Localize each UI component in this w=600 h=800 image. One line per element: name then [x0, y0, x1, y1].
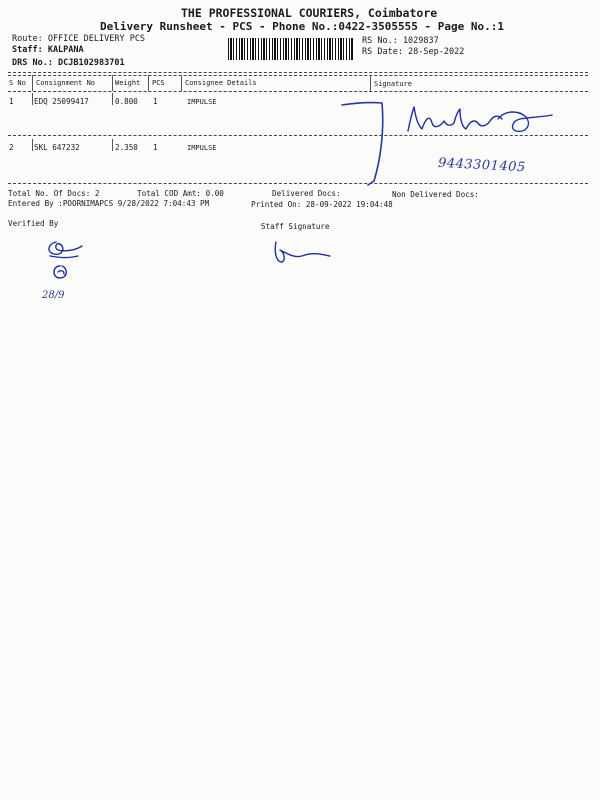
recipient-signature [330, 95, 560, 190]
row1-sep-b [112, 93, 113, 105]
row1-pcs: 1 [153, 97, 158, 106]
col-weight: Weight [115, 79, 141, 87]
row2-sep-b [112, 139, 113, 151]
rs-date: RS Date: 28-Sep-2022 [362, 47, 465, 57]
row1-weight: 0.800 [115, 97, 138, 106]
printed-on: Printed On: 28-09-2022 19:04:48 [251, 200, 393, 209]
company-title: THE PROFESSIONAL COURIERS, Coimbatore [181, 6, 438, 20]
staff-signature [268, 234, 338, 270]
staff-signature-label: Staff Signature [261, 222, 330, 231]
header-divider-bottom [8, 91, 588, 92]
barcode [228, 38, 354, 60]
verified-by-label: Verified By [8, 219, 59, 228]
row2-pcs: 1 [153, 143, 158, 152]
total-docs: Total No. Of Docs: 2 [8, 189, 100, 198]
row2-sno: 2 [9, 143, 14, 152]
handwritten-phone: 9443301405 [437, 155, 527, 176]
header-divider-top [8, 72, 588, 73]
col-sep-2 [112, 75, 113, 91]
handwritten-date: 28/9 [42, 290, 65, 301]
row2-consignee: IMPULSE [187, 144, 217, 152]
row1-sno: 1 [9, 97, 14, 106]
col-sep-5 [370, 75, 371, 91]
rs-number: RS No.: 1029837 [362, 36, 439, 46]
row1-consignee: IMPULSE [187, 98, 217, 106]
total-cod: Total COD Amt: 0.00 [137, 189, 224, 198]
route-label: Route: OFFICE DELIVERY PCS [12, 34, 146, 44]
drs-number: DRS No.: DCJB102983701 [12, 58, 125, 68]
header-divider-top2 [8, 75, 588, 76]
row1-sep-a [32, 93, 33, 105]
row1-consignment: EDQ 25099417 [34, 97, 89, 106]
row2-sep-a [32, 139, 33, 151]
col-consignment: Consignment No [36, 79, 96, 87]
col-sep-3 [148, 75, 149, 91]
row2-consignment: SKL 647232 [34, 143, 80, 152]
runsheet-title: Delivery Runsheet - PCS - Phone No.:0422-3505555 - Page No.:1 [100, 20, 504, 33]
non-delivered-docs: Non Delivered Docs: [392, 190, 479, 199]
col-consignee: Consignee Details [185, 79, 257, 87]
delivered-docs: Delivered Docs: [272, 189, 341, 198]
staff-label: Staff: KALPANA [12, 45, 84, 55]
row2-weight: 2.350 [115, 143, 138, 152]
col-signature: Signature [374, 80, 412, 88]
col-sno: S No [9, 79, 26, 87]
verifier-initials [40, 236, 90, 281]
col-sep-1 [32, 75, 33, 91]
col-pcs: PCS [152, 79, 165, 87]
col-sep-4 [181, 75, 182, 91]
entered-by: Entered By :POORNIMAPCS 9/28/2022 7:04:43 PM [8, 199, 210, 208]
